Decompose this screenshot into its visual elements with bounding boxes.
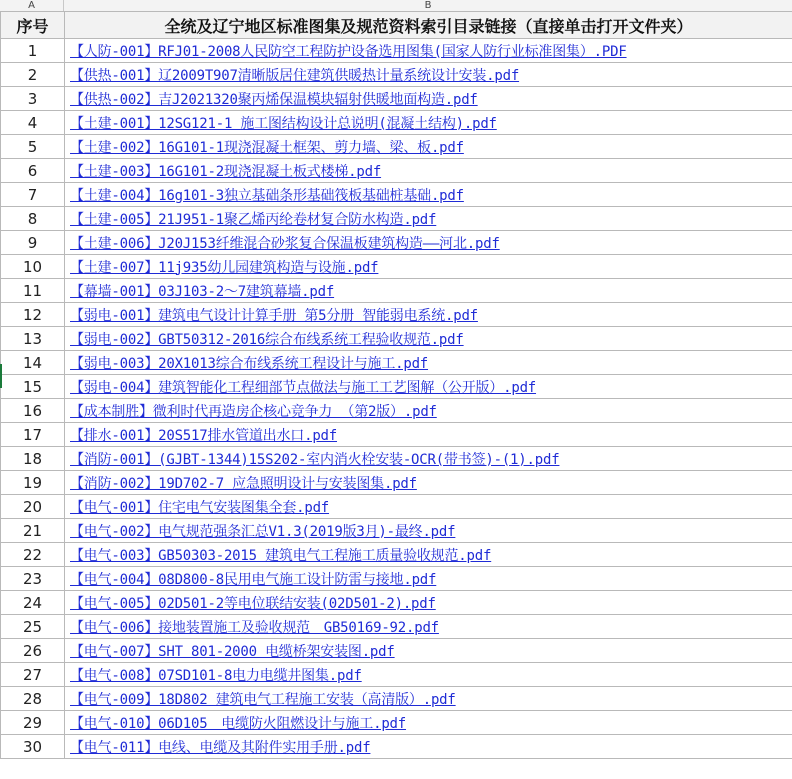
file-link-cell[interactable]: [65, 303, 792, 327]
file-hyperlink[interactable]: 【电气-005】02D501-2等电位联结安装(02D501-2).pdf: [70, 595, 436, 612]
row-number-cell[interactable]: 26: [1, 639, 65, 663]
file-hyperlink[interactable]: 【弱电-001】建筑电气设计计算手册 第5分册 智能弱电系统.pdf: [70, 307, 478, 324]
file-link-cell[interactable]: [65, 615, 792, 639]
table-row: [1, 159, 792, 183]
file-link-cell[interactable]: [65, 447, 792, 471]
table-row: [1, 543, 792, 567]
file-link-cell[interactable]: [65, 375, 792, 399]
file-hyperlink[interactable]: 【土建-003】16G101-2现浇混凝土板式楼梯.pdf: [70, 163, 382, 180]
file-link-cell[interactable]: [65, 255, 792, 279]
file-hyperlink[interactable]: 【电气-011】电线、电缆及其附件实用手册.pdf: [70, 739, 371, 756]
file-link-cell[interactable]: [65, 567, 792, 591]
file-hyperlink[interactable]: 【土建-005】21J951-1聚乙烯丙纶卷材复合防水构造.pdf: [70, 211, 437, 228]
row-number-cell[interactable]: 3: [1, 87, 65, 111]
row-number-cell[interactable]: 5: [1, 135, 65, 159]
row-number-cell[interactable]: 1: [1, 39, 65, 63]
file-link-cell[interactable]: [65, 663, 792, 687]
row-number-cell[interactable]: 8: [1, 207, 65, 231]
row-number-cell[interactable]: 30: [1, 735, 65, 759]
table-row: [1, 399, 792, 423]
column-b-header[interactable]: B: [424, 0, 432, 11]
table-row: [1, 495, 792, 519]
file-hyperlink[interactable]: 【土建-006】J20J153纤维混合砂浆复合保温板建筑构造——河北.pdf: [70, 235, 500, 252]
table-row: [1, 591, 792, 615]
file-hyperlink[interactable]: 【电气-004】08D800-8民用电气施工设计防雷与接地.pdf: [70, 571, 437, 588]
file-link-cell[interactable]: [65, 735, 792, 759]
file-hyperlink[interactable]: 【消防-002】19D702-7 应急照明设计与安装图集.pdf: [70, 475, 417, 492]
row-number-cell[interactable]: 19: [1, 471, 65, 495]
table-row: [1, 135, 792, 159]
file-hyperlink[interactable]: 【成本制胜】微利时代再造房企核心竞争力 （第2版）.pdf: [70, 403, 437, 420]
row-number-cell[interactable]: 21: [1, 519, 65, 543]
table-row: [1, 207, 792, 231]
table-body: [1, 39, 792, 759]
header-row: [1, 12, 792, 39]
file-link-cell[interactable]: [65, 471, 792, 495]
row-number-cell[interactable]: 11: [1, 279, 65, 303]
file-link-cell[interactable]: [65, 207, 792, 231]
file-hyperlink[interactable]: 【弱电-002】GBT50312-2016综合布线系统工程验收规范.pdf: [70, 331, 464, 348]
table-row: [1, 279, 792, 303]
table-row: [1, 639, 792, 663]
row-selection-marker: [0, 364, 2, 388]
file-hyperlink[interactable]: 【土建-007】11j935幼儿园建筑构造与设施.pdf: [70, 259, 379, 276]
row-number-cell[interactable]: 23: [1, 567, 65, 591]
row-number-cell[interactable]: 24: [1, 591, 65, 615]
file-hyperlink[interactable]: 【电气-008】07SD101-8电力电缆井图集.pdf: [70, 667, 362, 684]
file-link-cell[interactable]: [65, 495, 792, 519]
row-number-cell[interactable]: 2: [1, 63, 65, 87]
file-hyperlink[interactable]: 【电气-002】电气规范强条汇总V1.3(2019版3月)-最终.pdf: [70, 523, 456, 540]
file-hyperlink[interactable]: 【消防-001】(GJBT-1344)15S202-室内消火栓安装-OCR(带书签)-(1).pdf: [70, 451, 560, 468]
file-link-cell[interactable]: [65, 279, 792, 303]
table-row: [1, 63, 792, 87]
file-hyperlink[interactable]: 【土建-001】12SG121-1 施工图结构设计总说明(混凝土结构).pdf: [70, 115, 497, 132]
title-header[interactable]: 全统及辽宁地区标准图集及规范资料索引目录链接（直接单击打开文件夹）: [65, 12, 792, 39]
row-number-cell[interactable]: 25: [1, 615, 65, 639]
row-number-cell[interactable]: 12: [1, 303, 65, 327]
row-number-cell[interactable]: 27: [1, 663, 65, 687]
row-number-cell[interactable]: 10: [1, 255, 65, 279]
table-row: [1, 327, 792, 351]
table-row: [1, 87, 792, 111]
table-row: [1, 303, 792, 327]
file-hyperlink[interactable]: 【电气-003】GB50303-2015 建筑电气工程施工质量验收规范.pdf: [70, 547, 492, 564]
file-link-cell[interactable]: [65, 327, 792, 351]
file-link-cell[interactable]: [65, 39, 792, 63]
row-number-cell[interactable]: 15: [1, 375, 65, 399]
row-number-cell[interactable]: 4: [1, 111, 65, 135]
file-link-cell[interactable]: [65, 159, 792, 183]
file-link-cell[interactable]: [65, 711, 792, 735]
file-link-cell[interactable]: [65, 399, 792, 423]
file-hyperlink[interactable]: 【电气-007】SHT 801-2000 电缆桥架安装图.pdf: [70, 643, 395, 660]
file-link-cell[interactable]: [65, 423, 792, 447]
file-link-cell[interactable]: [65, 519, 792, 543]
file-link-cell[interactable]: [65, 231, 792, 255]
row-number-cell[interactable]: 18: [1, 447, 65, 471]
row-number-cell[interactable]: 9: [1, 231, 65, 255]
row-number-cell[interactable]: 13: [1, 327, 65, 351]
file-hyperlink[interactable]: 【土建-002】16G101-1现浇混凝土框架、剪力墙、梁、板.pdf: [70, 139, 464, 156]
file-hyperlink[interactable]: 【排水-001】20S517排水管道出水口.pdf: [70, 427, 338, 444]
row-number-cell[interactable]: 16: [1, 399, 65, 423]
row-number-cell[interactable]: 17: [1, 423, 65, 447]
file-hyperlink[interactable]: 【幕墙-001】03J103-2～7建筑幕墙.pdf: [70, 283, 335, 300]
table-row: [1, 567, 792, 591]
table-row: [1, 687, 792, 711]
file-hyperlink[interactable]: 【电气-006】接地装置施工及验收规范 GB50169-92.pdf: [70, 619, 439, 636]
file-link-cell[interactable]: [65, 639, 792, 663]
file-hyperlink[interactable]: 【弱电-004】建筑智能化工程细部节点做法与施工工艺图解（公开版）.pdf: [70, 379, 537, 396]
file-hyperlink[interactable]: 【电气-010】06D105 电缆防火阻燃设计与施工.pdf: [70, 715, 407, 732]
table-row: [1, 423, 792, 447]
row-number-cell[interactable]: 7: [1, 183, 65, 207]
row-number-cell[interactable]: 28: [1, 687, 65, 711]
table-row: [1, 447, 792, 471]
table-row: [1, 615, 792, 639]
file-hyperlink[interactable]: 【电气-009】18D802 建筑电气工程施工安装（高清版）.pdf: [70, 691, 456, 708]
row-number-cell[interactable]: 20: [1, 495, 65, 519]
column-a-header[interactable]: A: [0, 0, 64, 11]
seq-header[interactable]: 序号: [1, 12, 65, 39]
file-link-cell[interactable]: [65, 135, 792, 159]
file-hyperlink[interactable]: 【土建-004】16g101-3独立基础条形基础筏板基础桩基础.pdf: [70, 187, 464, 204]
file-hyperlink[interactable]: 【人防-001】RFJ01-2008人民防空工程防护设备选用图集(国家人防行业标准图集）.PDF: [70, 43, 627, 60]
file-hyperlink[interactable]: 【电气-001】住宅电气安装图集全套.pdf: [70, 499, 330, 516]
table-row: [1, 351, 792, 375]
table-row: [1, 111, 792, 135]
table-row: [1, 255, 792, 279]
table-row: [1, 471, 792, 495]
file-link-cell[interactable]: [65, 87, 792, 111]
index-table: [0, 11, 792, 759]
file-link-cell[interactable]: [65, 351, 792, 375]
row-number-cell[interactable]: 22: [1, 543, 65, 567]
table-row: [1, 711, 792, 735]
table-row: [1, 39, 792, 63]
row-number-cell[interactable]: 6: [1, 159, 65, 183]
file-link-cell[interactable]: [65, 543, 792, 567]
table-row: [1, 183, 792, 207]
row-number-cell[interactable]: 14: [1, 351, 65, 375]
file-link-cell[interactable]: [65, 687, 792, 711]
file-link-cell[interactable]: [65, 111, 792, 135]
table-row: [1, 375, 792, 399]
table-row: [1, 663, 792, 687]
file-hyperlink[interactable]: 【供热-002】吉J2021320聚丙烯保温模块辐射供暖地面构造.pdf: [70, 91, 478, 108]
file-link-cell[interactable]: [65, 63, 792, 87]
table-row: [1, 231, 792, 255]
row-number-cell[interactable]: 29: [1, 711, 65, 735]
file-hyperlink[interactable]: 【供热-001】辽2009T907清晰版居住建筑供暖热计量系统设计安装.pdf: [70, 67, 520, 84]
file-link-cell[interactable]: [65, 183, 792, 207]
file-hyperlink[interactable]: 【弱电-003】20X1013综合布线系统工程设计与施工.pdf: [70, 355, 429, 372]
table-row: [1, 735, 792, 759]
file-link-cell[interactable]: [65, 591, 792, 615]
table-row: [1, 519, 792, 543]
